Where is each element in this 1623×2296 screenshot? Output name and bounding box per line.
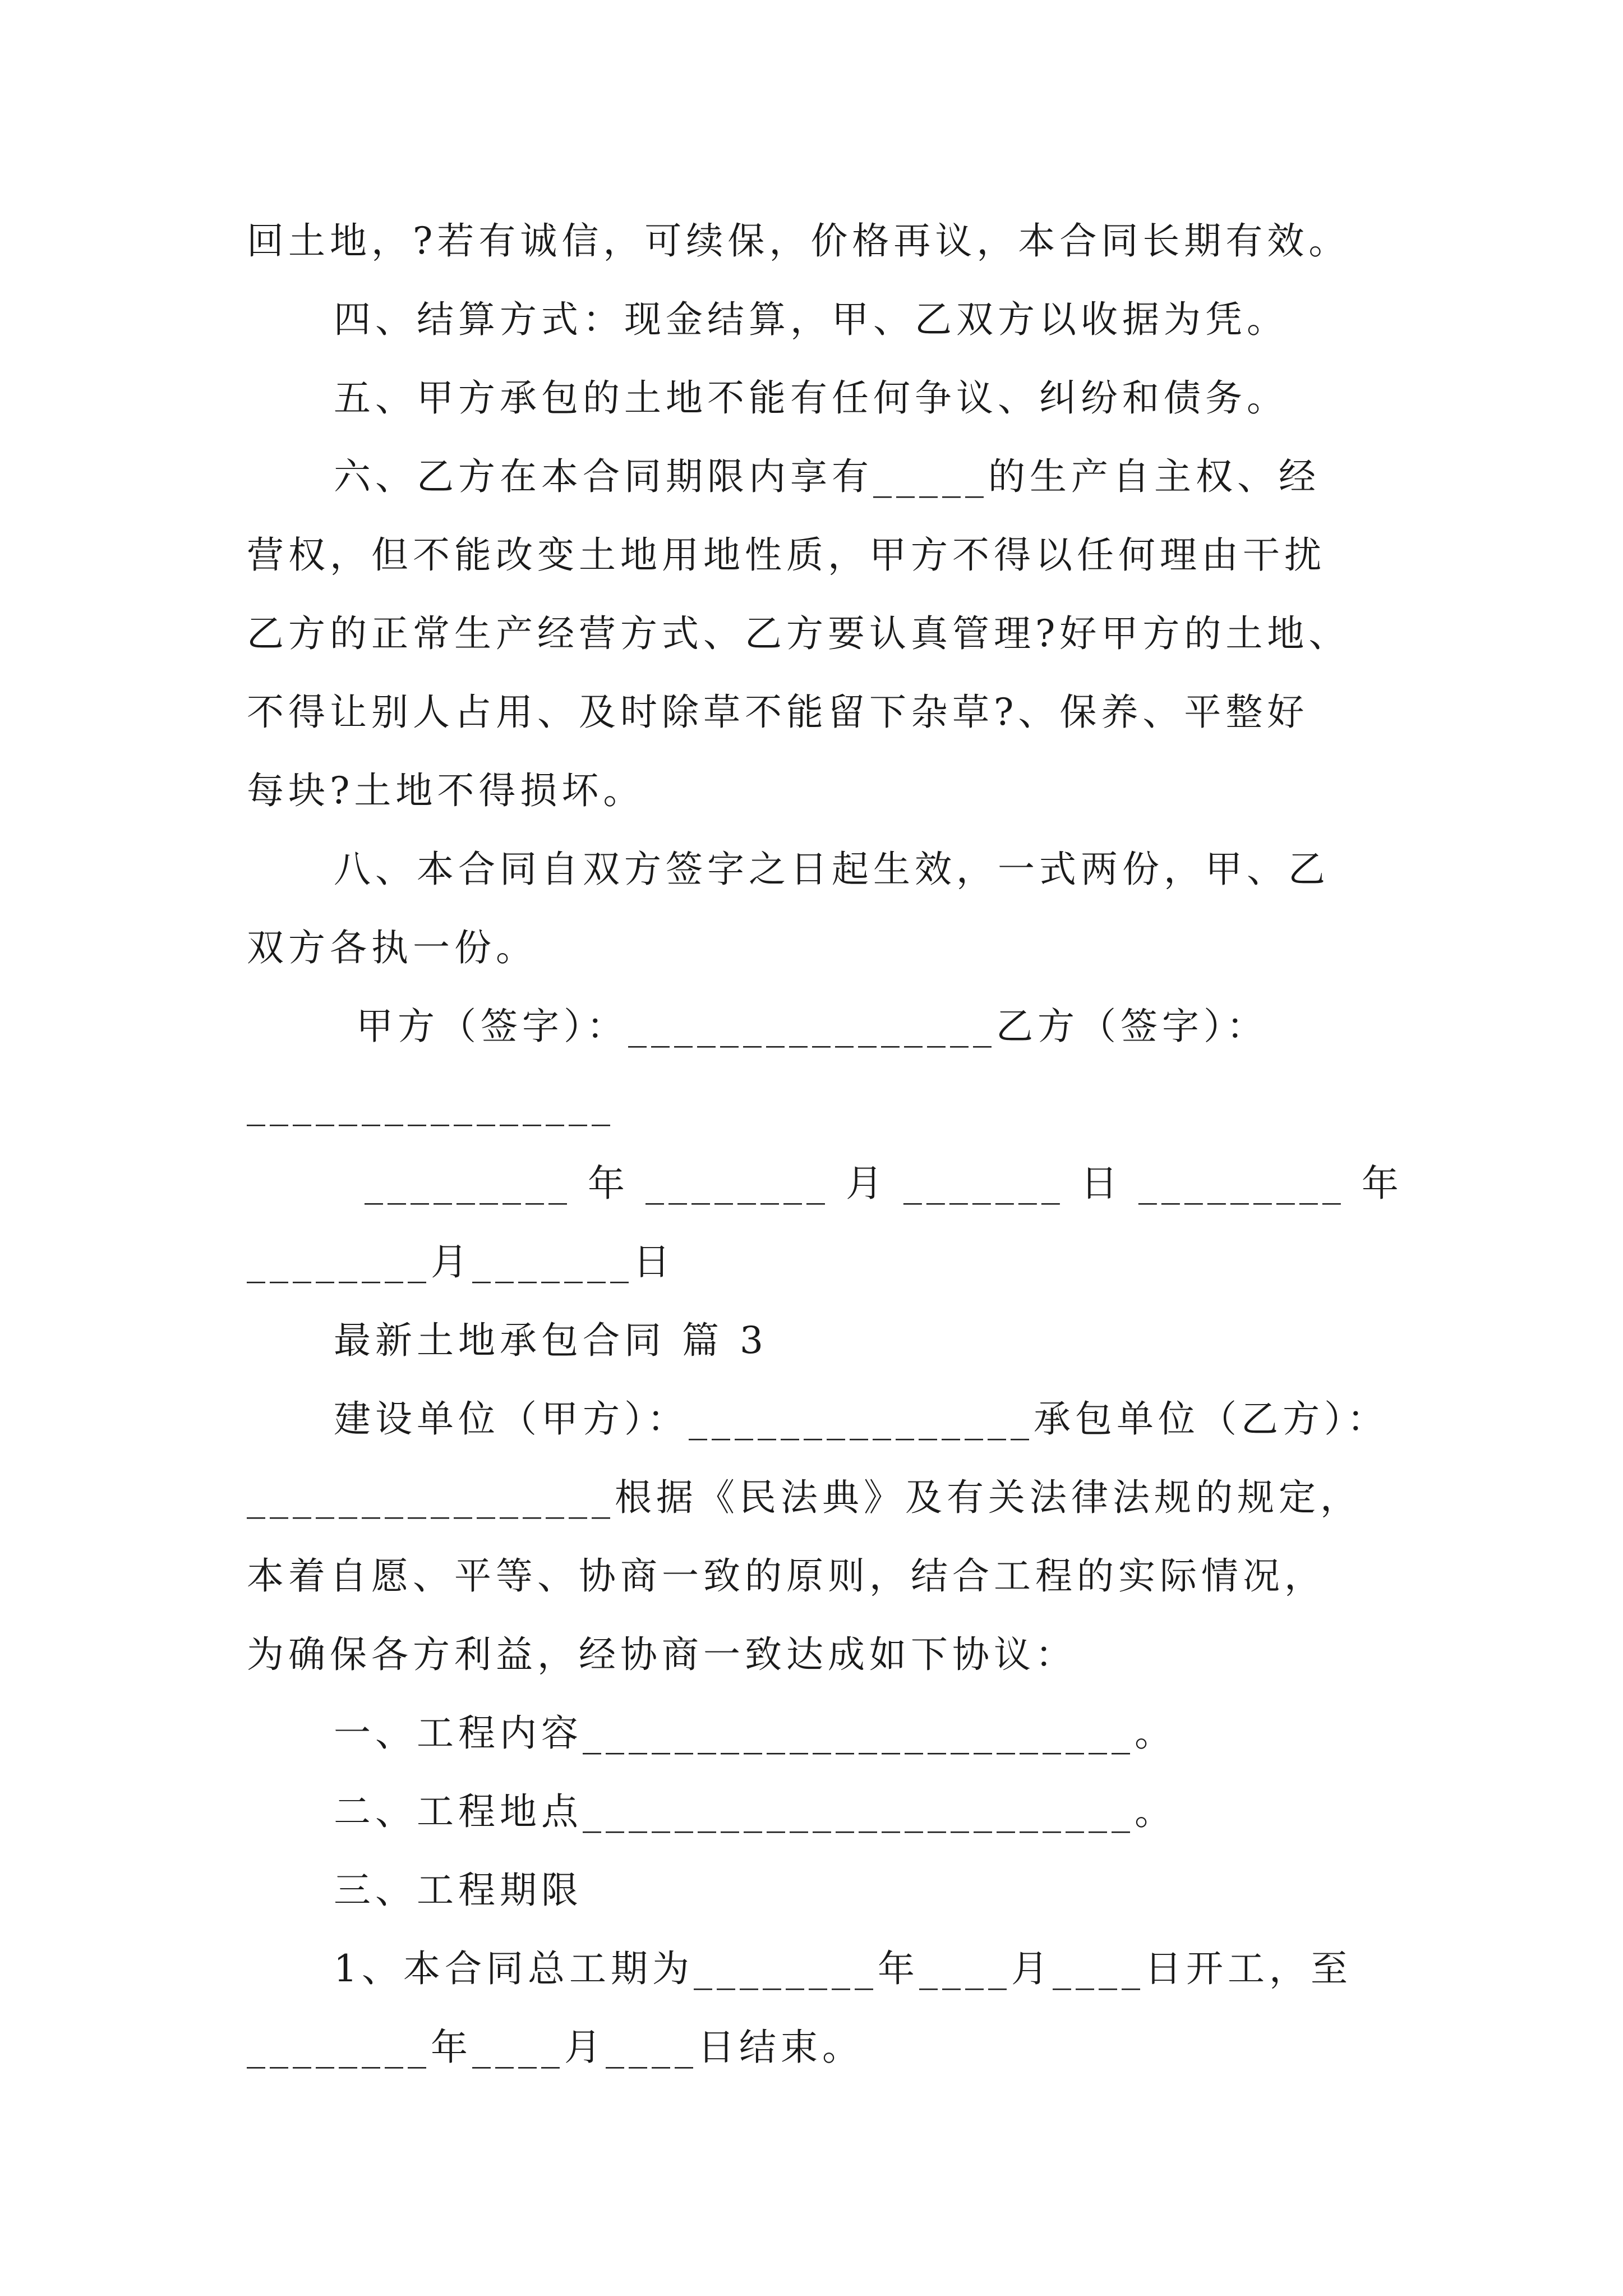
signature-blank: ________________ xyxy=(247,1083,615,1126)
paragraph-line: 二、工程地点________________________。 xyxy=(334,1790,1176,1833)
paragraph-line: 1、本合同总工期为________年____月____日开工，至 xyxy=(334,1947,1352,1990)
paragraph-line: 为确保各方利益，经协商一致达成如下协议： xyxy=(247,1633,1077,1676)
paragraph-line: 四、结算方式：现金结算，甲、乙双方以收据为凭。 xyxy=(334,298,1288,341)
paragraph-line: 双方各执一份。 xyxy=(247,926,537,969)
paragraph-line: 六、乙方在本合同期限内享有_____的生产自主权、经 xyxy=(334,455,1320,498)
paragraph-line: 一、工程内容________________________。 xyxy=(334,1711,1176,1755)
paragraph-line: 八、本合同自双方签字之日起生效，一式两份，甲、乙 xyxy=(334,848,1330,891)
paragraph-line: 乙方的正常生产经营方式、乙方要认真管理?好甲方的土地、 xyxy=(247,612,1350,655)
paragraph-line: 五、甲方承包的土地不能有任何争议、纠纷和债务。 xyxy=(334,376,1288,420)
date-line: ________月_______日 xyxy=(247,1240,675,1283)
paragraph-line: 营权，但不能改变土地用地性质，甲方不得以任何理由干扰 xyxy=(247,533,1326,577)
paragraph-line: 不得让别人占用、及时除草不能留下杂草?、保养、平整好 xyxy=(247,691,1309,734)
paragraph-line: 三、工程期限 xyxy=(334,1869,583,1912)
paragraph-line: 建设单位（甲方）：_______________承包单位（乙方）： xyxy=(334,1397,1389,1441)
section-heading: 最新土地承包合同 篇 3 xyxy=(334,1319,768,1362)
signature-line: 甲方（签字）：________________乙方（签字）： xyxy=(356,1005,1268,1048)
date-line: _________ 年 ________ 月 _______ 日 _________ 年 xyxy=(365,1162,1403,1205)
paragraph-line: ________________根据《民法典》及有关法律法规的规定， xyxy=(247,1476,1362,1519)
paragraph-line: 每块?土地不得损坏。 xyxy=(247,769,645,812)
paragraph-line: 回土地，?若有诚信，可续保，价格再议，本合同长期有效。 xyxy=(247,219,1350,263)
paragraph-line: 本着自愿、平等、协商一致的原则，结合工程的实际情况， xyxy=(247,1554,1326,1598)
paragraph-line: ________年____月____日结束。 xyxy=(247,2026,864,2069)
